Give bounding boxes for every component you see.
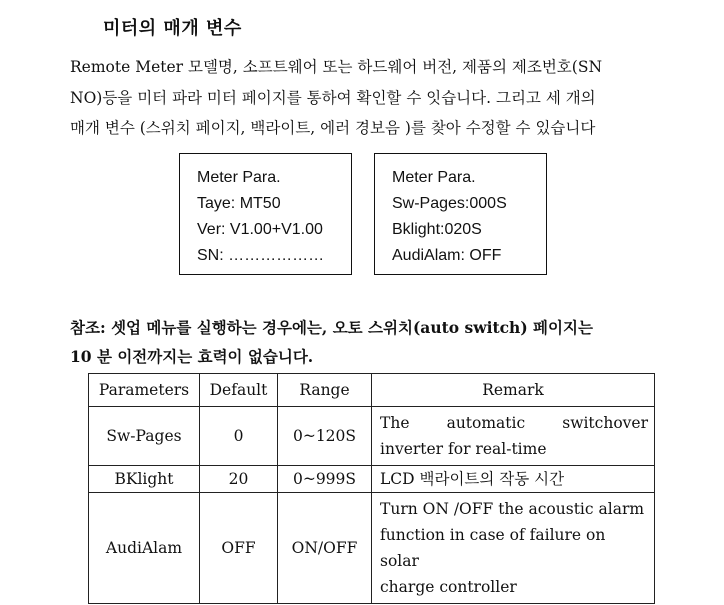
param-cell: BKlight [89, 466, 200, 493]
header-default: Default [200, 374, 278, 407]
intro-line: 매개 변수 (스위치 페이지, 백라이트, 에러 경보음 )를 찾아 수정할 수 있습니다 [70, 119, 596, 137]
remark-cell [372, 493, 655, 604]
header-remark: Remark [372, 374, 655, 407]
intro-line: NO)등을 미터 파라 미터 페이지를 통하여 확인할 수 잇습니다. 그리고 세 개의 [70, 88, 596, 107]
remark-line: inverter for real-time [380, 440, 547, 458]
param-cell: AudiAlam [89, 493, 200, 604]
parameters-table [88, 373, 655, 604]
meter-screen-info [179, 153, 352, 275]
header-range: Range [278, 374, 372, 407]
header-parameters: Parameters [89, 374, 200, 407]
screen-line: Taye: MT50 [197, 195, 281, 212]
range-cell: ON/OFF [278, 493, 372, 604]
remark-line: function in case of failure on solar [380, 526, 606, 570]
screen-line: Meter Para. [197, 169, 281, 186]
default-cell: 0 [200, 407, 278, 466]
table-header-row [89, 374, 655, 407]
screen-line: Ver: V1.00+V1.00 [197, 221, 323, 238]
range-cell: 0~120S [278, 407, 372, 466]
screen-line: Sw-Pages:000S [392, 195, 507, 212]
table-row [89, 493, 655, 604]
remark-line: charge controller [380, 578, 517, 596]
note-line: 10 분 이전까지는 효력이 없습니다. [70, 347, 314, 366]
intro-line: Remote Meter 모델명, 소프트웨어 또는 하드웨어 버전, 제품의 제조번호(SN [70, 58, 603, 76]
table-row [89, 407, 655, 466]
remark-line: LCD 백라이트의 작동 시간 [380, 470, 565, 488]
remark-cell [372, 466, 655, 493]
meter-screen-params [374, 153, 547, 275]
note-paragraph [70, 313, 593, 371]
param-cell: Sw-Pages [89, 407, 200, 466]
remark-line: Turn ON /OFF the acoustic alarm [380, 500, 645, 518]
screen-line: SN: ……………… [197, 247, 325, 264]
remark-cell [372, 407, 655, 466]
section-title: 미터의 매개 변수 [103, 18, 242, 39]
screen-line: Meter Para. [392, 169, 476, 186]
remark-line: The automatic switchover [380, 414, 648, 432]
default-cell: OFF [200, 493, 278, 604]
note-line: 참조: 셋업 메뉴를 실행하는 경우에는, 오토 스위치(auto switch) 페이지는 [70, 318, 593, 337]
screen-line: AudiAlam: OFF [392, 247, 502, 264]
screen-line: Bklight:020S [392, 221, 482, 238]
default-cell: 20 [200, 466, 278, 493]
range-cell: 0~999S [278, 466, 372, 493]
intro-paragraph [70, 52, 690, 144]
table-row [89, 466, 655, 493]
